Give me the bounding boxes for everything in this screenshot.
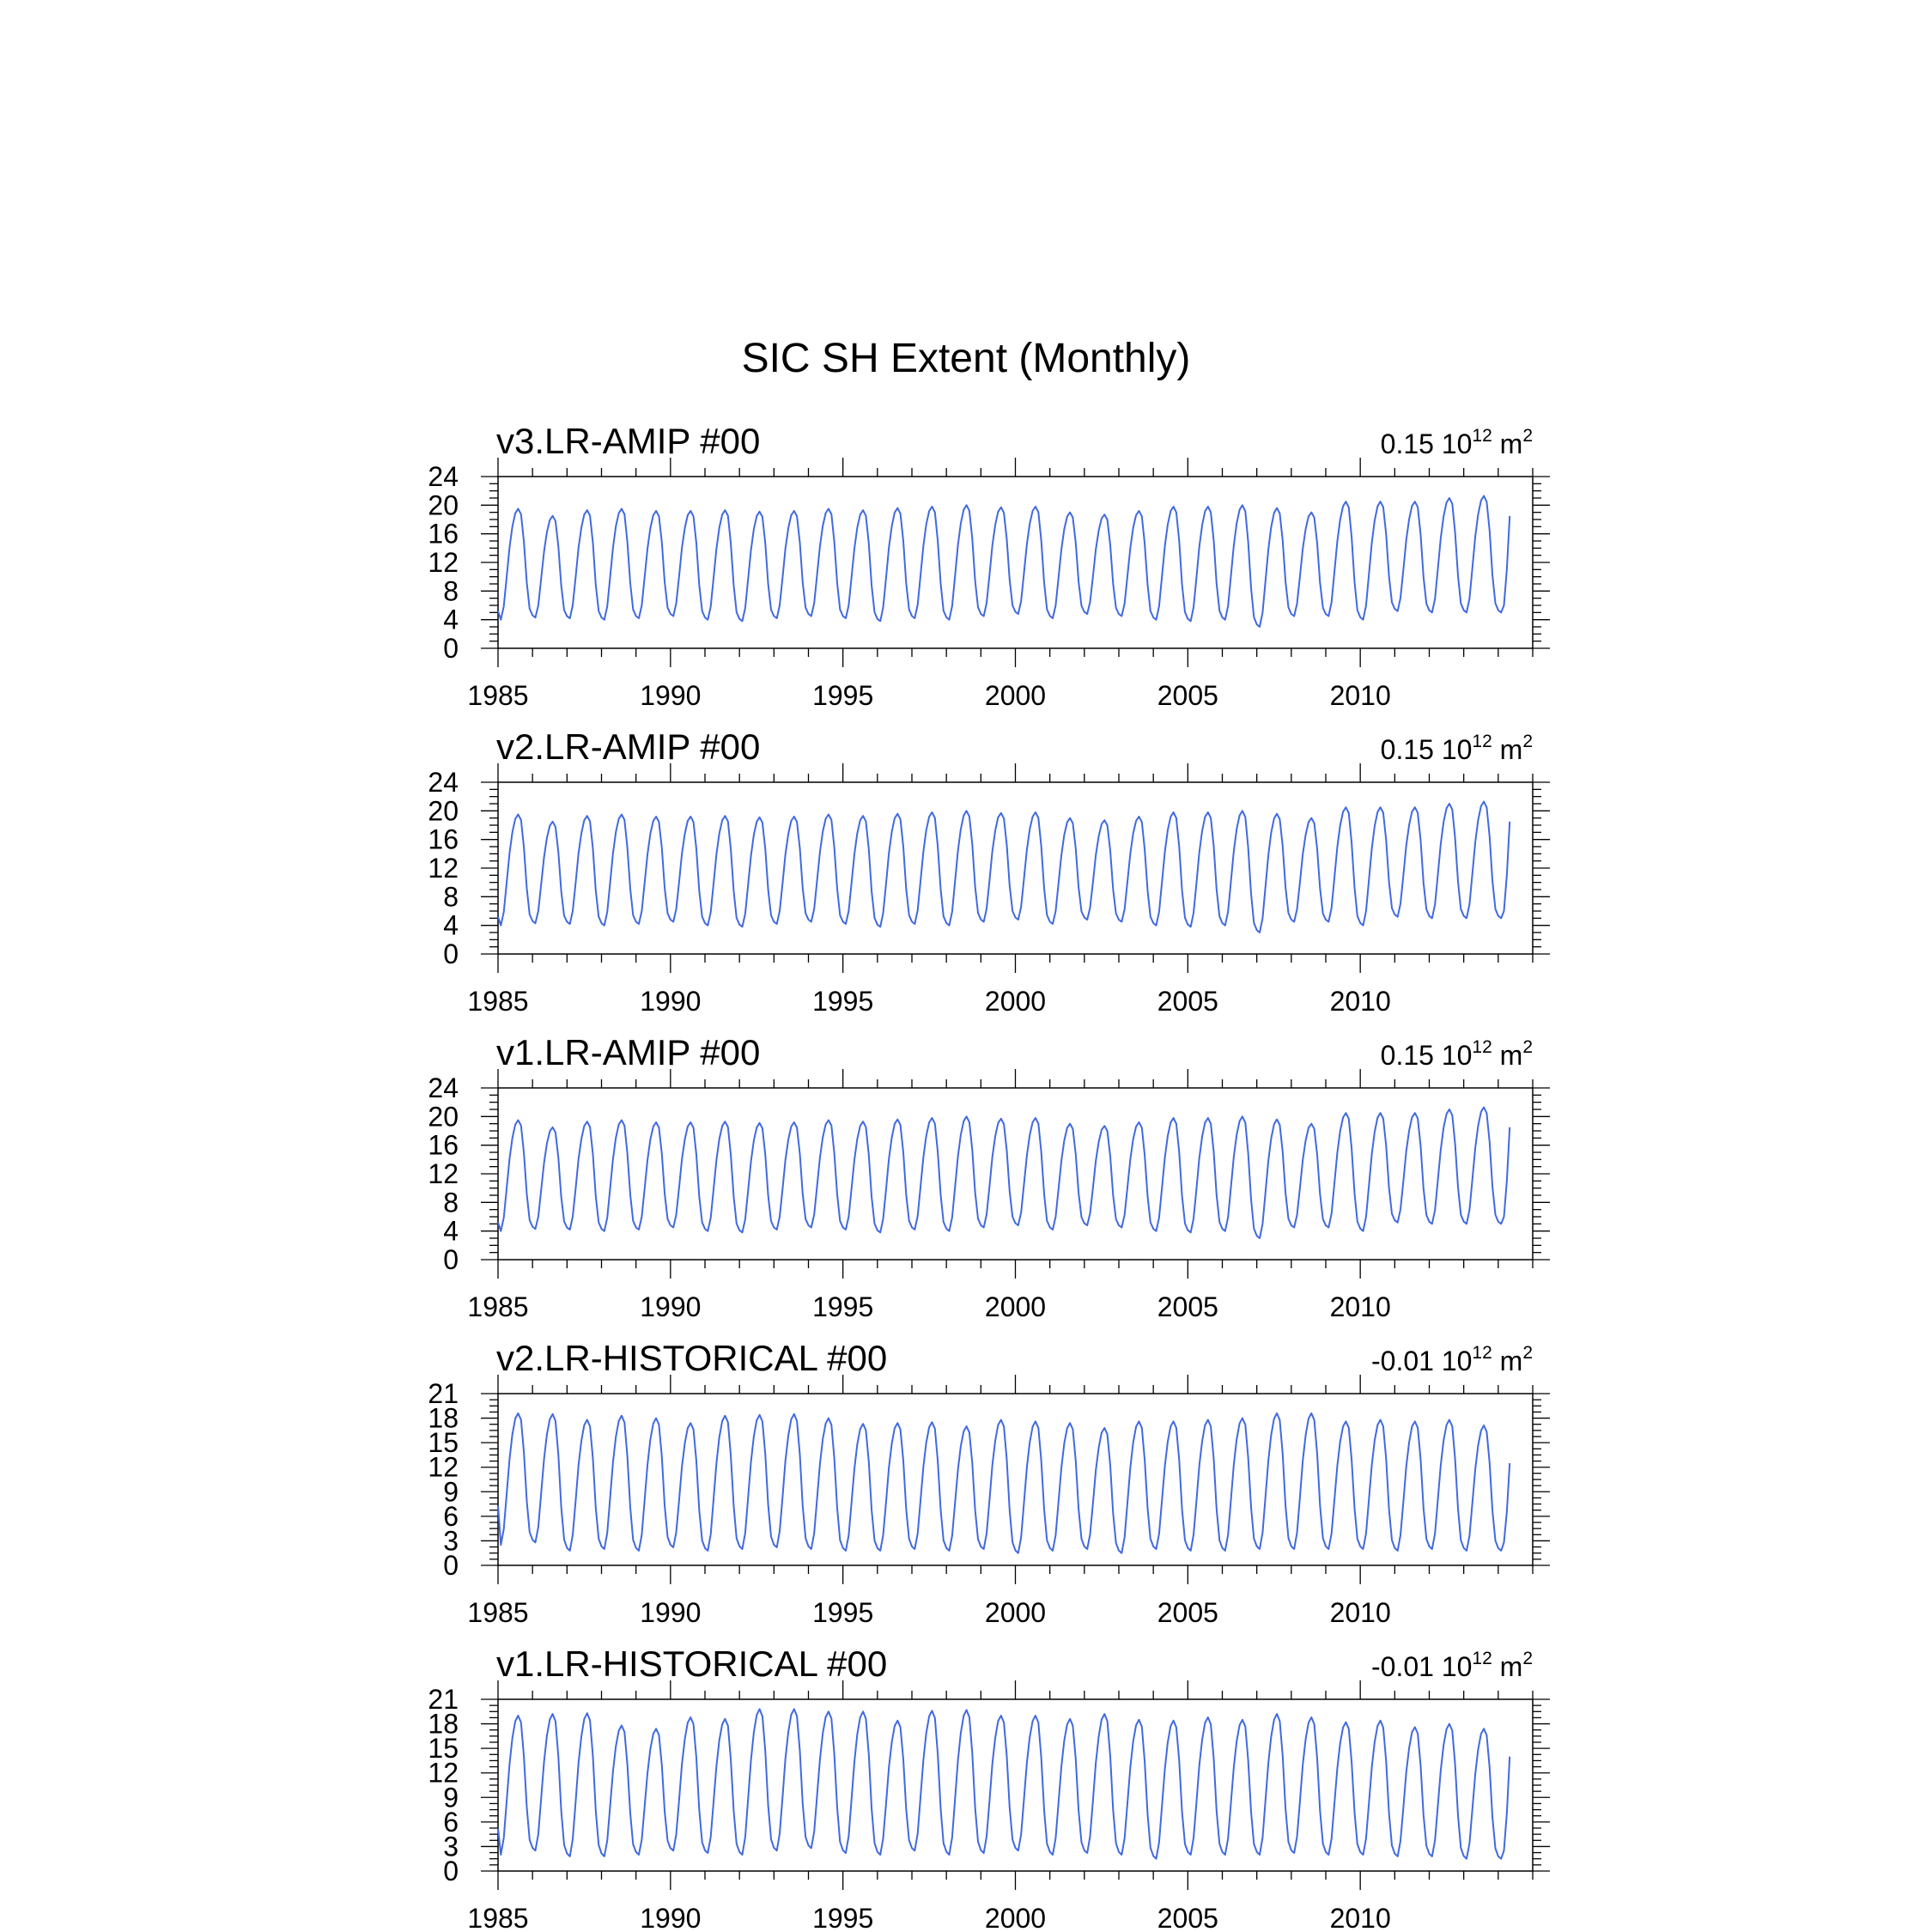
x-tick-label: 2000 [984,1291,1047,1322]
x-tick-label: 2005 [1157,1597,1218,1628]
y-tick-label: 0 [443,939,459,969]
y-tick-label: 20 [428,489,459,521]
y-tick-label: 12 [428,1757,459,1789]
y-tick-label: 16 [428,518,459,550]
x-tick-label: 1985 [467,1597,529,1628]
panel-4 [428,1338,1550,1628]
x-tick-label: 2010 [1329,680,1391,711]
series-line [498,496,1510,628]
x-tick-label: 1995 [812,986,874,1017]
y-tick-label: 18 [428,1708,459,1740]
y-tick-label: 4 [443,909,459,941]
x-tick-label: 2010 [1329,1903,1391,1932]
figure-title: SIC SH Extent (Monthly) [741,336,1191,381]
y-tick-label: 8 [443,881,459,913]
series-line [498,802,1510,933]
panel-title: v2.LR-AMIP #00 [496,726,761,767]
y-tick-label: 9 [443,1782,459,1814]
x-tick-label: 1990 [640,986,702,1017]
panel-title: v3.LR-AMIP #00 [496,421,761,461]
plot-frame [498,1394,1533,1565]
y-tick-label: 4 [443,604,459,635]
y-tick-label: 12 [428,853,459,884]
x-tick-label: 2010 [1329,1597,1391,1628]
x-tick-label: 1995 [812,1291,874,1322]
x-tick-label: 1995 [812,1903,874,1932]
panel-title: v1.LR-HISTORICAL #00 [496,1643,888,1684]
y-tick-label: 8 [443,1187,459,1218]
panel-3 [428,1032,1550,1322]
x-tick-label: 2005 [1157,680,1218,711]
y-tick-label: 8 [443,575,459,607]
x-tick-label: 2000 [984,1597,1047,1628]
y-tick-label: 3 [443,1525,459,1557]
x-tick-label: 2010 [1329,986,1391,1017]
x-tick-label: 1985 [467,680,529,711]
y-tick-label: 9 [443,1476,459,1508]
x-tick-label: 1985 [467,1291,529,1322]
panel-1 [428,421,1550,711]
y-tick-label: 4 [443,1215,459,1247]
y-tick-label: 15 [428,1427,459,1459]
x-tick-label: 2000 [984,680,1047,711]
y-tick-label: 6 [443,1806,459,1838]
x-tick-label: 1985 [467,986,529,1017]
panel-5 [428,1643,1550,1932]
y-tick-label: 18 [428,1402,459,1434]
series-line [498,1413,1510,1553]
x-tick-label: 2000 [984,986,1047,1017]
panel-annotation: 0.15 $10^{12}$ $m^2$ [1380,426,1533,459]
panel-annotation: -0.01 $10^{12}$ $m^2$ [1370,1649,1533,1682]
x-tick-label: 1990 [640,1903,702,1932]
plot-frame [498,1088,1533,1260]
plot-frame [498,477,1533,648]
y-tick-label: 0 [443,1856,459,1886]
panel-annotation: 0.15 $10^{12}$ $m^2$ [1380,1037,1533,1071]
y-tick-label: 3 [443,1831,459,1862]
y-tick-label: 12 [428,547,459,578]
y-tick-label: 6 [443,1500,459,1532]
y-tick-label: 20 [428,1101,459,1133]
x-tick-label: 2000 [984,1903,1047,1932]
y-tick-label: 24 [428,461,459,492]
x-tick-label: 1985 [467,1903,529,1932]
y-tick-label: 24 [428,767,459,798]
series-line [498,1108,1510,1239]
x-tick-label: 1990 [640,680,702,711]
x-tick-label: 2005 [1157,986,1218,1017]
y-tick-label: 20 [428,795,459,827]
y-tick-label: 21 [428,1378,459,1409]
x-tick-label: 2010 [1329,1291,1391,1322]
plot-frame [498,782,1533,954]
panel-2 [428,726,1550,1017]
y-tick-label: 15 [428,1733,459,1765]
y-tick-label: 16 [428,1129,459,1161]
panel-annotation: -0.01 $10^{12}$ $m^2$ [1370,1343,1533,1376]
panel-title: v2.LR-HISTORICAL #00 [496,1338,888,1378]
series-line [498,1709,1510,1858]
x-tick-label: 1990 [640,1291,702,1322]
y-tick-label: 12 [428,1158,459,1189]
x-tick-label: 2005 [1157,1291,1218,1322]
y-tick-label: 16 [428,823,459,855]
y-tick-label: 21 [428,1684,459,1715]
x-tick-label: 1995 [812,1597,874,1628]
y-tick-label: 0 [443,633,459,664]
x-tick-label: 2005 [1157,1903,1218,1932]
x-tick-label: 1990 [640,1597,702,1628]
y-tick-label: 12 [428,1451,459,1483]
y-tick-label: 0 [443,1550,459,1581]
y-tick-label: 24 [428,1072,459,1103]
panel-annotation: 0.15 $10^{12}$ $m^2$ [1380,732,1533,765]
x-tick-label: 1995 [812,680,874,711]
panel-title: v1.LR-AMIP #00 [496,1032,761,1072]
y-tick-label: 0 [443,1244,459,1275]
